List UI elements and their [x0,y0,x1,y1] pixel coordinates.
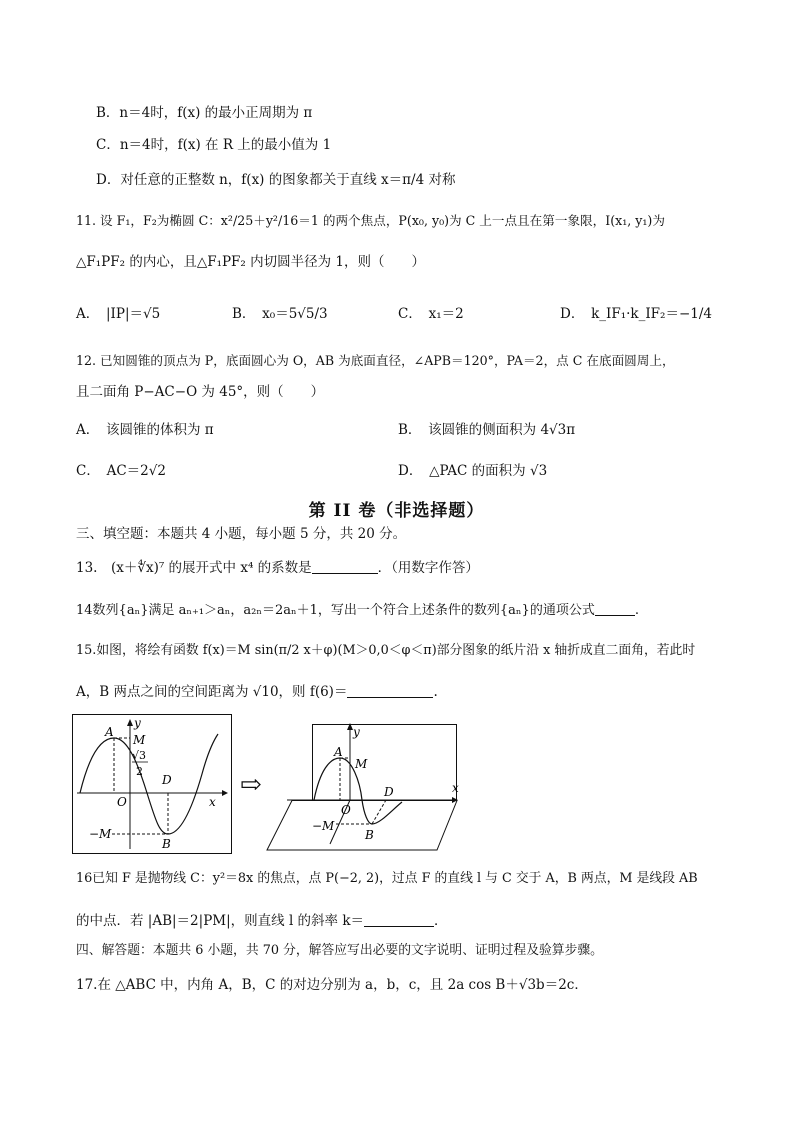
label-B: B [162,837,171,851]
label-two: 2 [136,765,143,778]
q11-option-d: D． k_IF₁·k_IF₂＝−1/4 [560,306,712,322]
q11-stem-2: △F₁PF₂ 的内心，且△F₁PF₂ 内切圆半径为 1，则（ ） [76,254,426,270]
arrow-icon: ⇨ [240,770,262,800]
q12-option-a: A． 该圆锥的体积为 π [76,422,214,438]
section-4-heading: 四、解答题：本题共 6 小题，共 70 分，解答应写出必要的文字说明、证明过程及验算步骤。 [76,943,603,958]
q14-text: 14数列{aₙ}满足 aₙ₊₁＞aₙ，a₂ₙ＝2aₙ＋1，写出一个符合上述条件的数列{aₙ}的通项公式 [76,603,595,618]
label-O: O [341,803,351,817]
q15-line-2 [76,683,438,701]
q11-option-a: A． |IP|＝√5 [76,306,161,322]
q13-tail: ．（用数字作答） [377,560,479,576]
q11-stem: 11. 设 F₁，F₂为椭圆 C：x²/25＋y²/16＝1 的两个焦点，P(x₀, y₀)为 C 上一点且在第一象限，I(x₁, y₁)为 [76,213,665,228]
label-M: M [133,733,146,747]
q14-tail: . [634,603,639,618]
label-A: A [334,745,343,759]
q17: 17.在 △ABC 中，内角 A，B，C 的对边分别为 a，b，c，且 2a cos B＋√3b＝2c． [76,977,588,993]
answer-blank [347,697,433,698]
q11-option-b: B． x₀＝5√5/3 [232,306,328,322]
label-A: A [105,725,114,739]
q13 [76,559,479,577]
q10-option-c: C．n＝4时，f(x) 在 R 上的最小值为 1 [96,137,332,153]
q15-text-2: A，B 两点之间的空间距离为 √10，则 f(6)＝ [76,684,348,700]
q16-text-2: 的中点．若 |AB|＝2|PM|，则直线 l 的斜率 k＝ [76,913,365,929]
label-D: D [384,785,394,799]
section-2-title: 第 II 卷（非选择题） [308,501,485,521]
q10-option-b: B．n＝4时，f(x) 的最小正周期为 π [96,105,313,121]
label-D: D [162,773,172,787]
q16: 16已知 F 是抛物线 C：y²＝8x 的焦点，点 P(−2, 2)，过点 F 的直线 l 与 C 交于 A，B 两点，M 是线段 AB [76,871,698,886]
label-sqrt3: √3 [132,749,147,762]
q12-stem: 12. 已知圆锥的顶点为 P，底面圆心为 O，AB 为底面直径，∠APB＝120°，PA＝2，点 C 在底面圆周上， [76,353,675,368]
q15: 15.如图，将绘有函数 f(x)＝M sin(π/2 x＋φ)(M＞0,0＜φ＜π)部分图象的纸片沿 x 轴折成直二面角，若此时 [76,643,696,658]
answer-blank [364,926,434,927]
label-x: x [209,795,216,809]
sine-curve [80,734,218,834]
label-neg-M: −M [89,827,112,841]
label-x: x [452,781,459,795]
label-M: M [355,757,368,771]
q12-stem-2: 且二面角 P−AC−O 为 45°，则（ ） [76,384,325,400]
answer-blank [312,573,378,574]
q12-option-d: D． △PAC 的面积为 √3 [398,463,548,479]
folded-sine-figure [262,722,472,854]
q10-option-d: D．对任意的正整数 n，f(x) 的图象都关于直线 x＝π/4 对称 [96,172,456,188]
label-neg-M: −M [312,819,335,833]
q14 [76,602,639,620]
q11-option-c: C． x₁＝2 [398,306,464,322]
section-3-heading: 三、填空题：本题共 4 小题，每小题 5 分，共 20 分。 [76,526,407,542]
lower-curve [362,800,402,824]
label-y: y [134,716,141,730]
q13-text: 13. (x＋∜x)⁷ 的展开式中 x⁴ 的系数是 [76,560,312,576]
sine-graph-figure [72,714,232,854]
q12-option-b: B． 该圆锥的侧面积为 4√3π [398,422,576,438]
q12-option-c: C． AC＝2√2 [76,463,166,479]
label-B: B [365,828,374,842]
label-y: y [353,725,360,739]
answer-blank [595,615,635,616]
q16-line-2 [76,912,448,930]
q15-tail: . [433,684,438,700]
q16-tail: ． [434,913,448,929]
label-O: O [117,795,127,809]
